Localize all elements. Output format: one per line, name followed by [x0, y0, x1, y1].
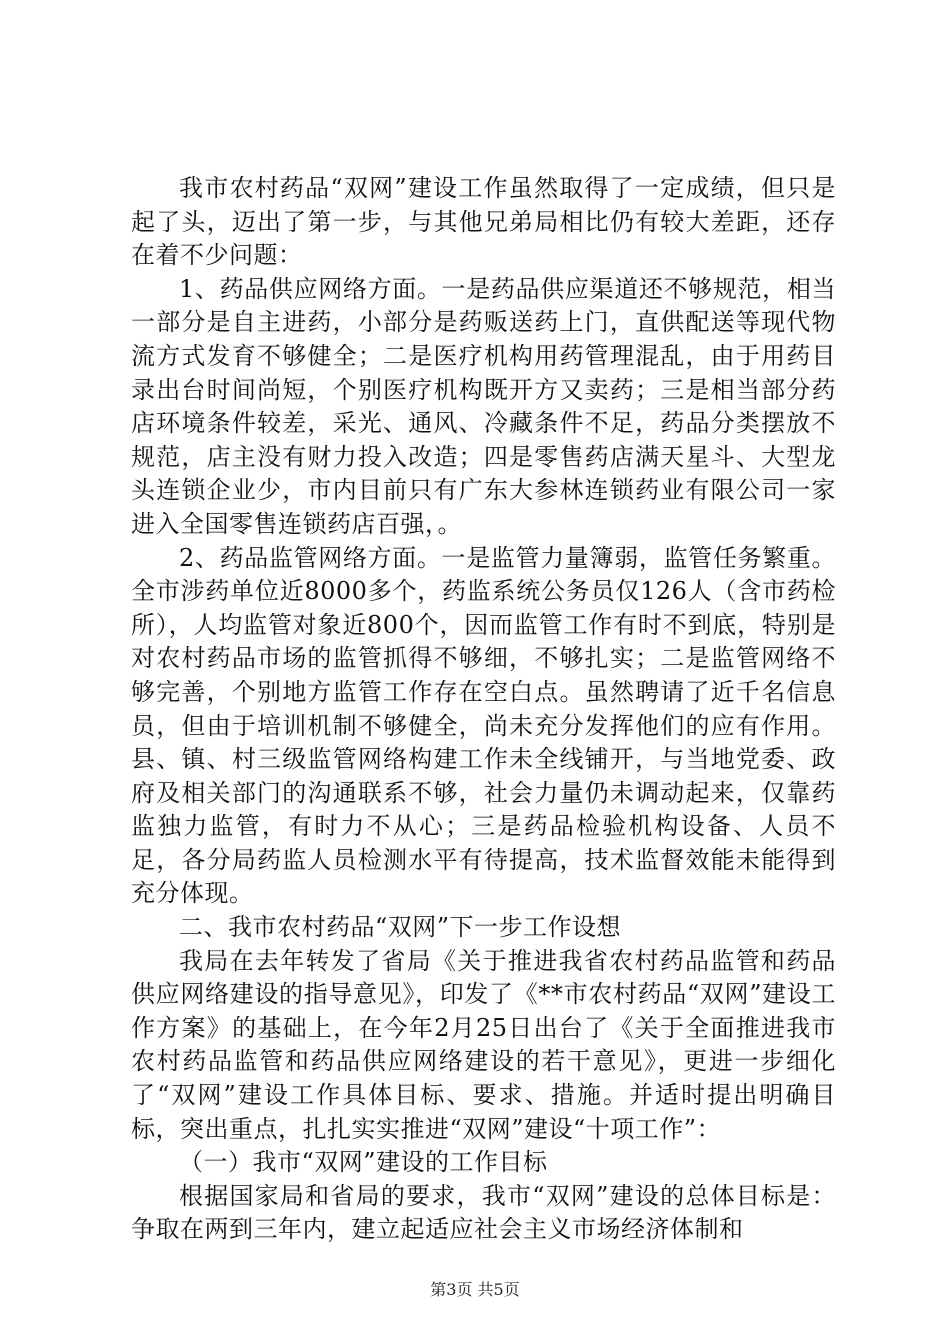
- document-body: [131, 172, 836, 1247]
- paragraph-supervision-network: 2、药品监管网络方面。一是监管力量簿弱，监管任务繁重。全市涉药单位近8000多个，药监系统公务员仅126人（含市药检所），人均监管对象近800个，因而监管工作有时不到底，特别是对农村药品市场的监管抓得不够细，不够扎实；二是监管网络不够完善，个别地方监管工作存在空白点。虽然聘请了近千名信息员，但由于培训机制不够健全，尚未充分发挥他们的应有作用。县、镇、村三级监管网络构建工作未全线铺开，与当地党委、政府及相关部门的沟通联系不够，社会力量仍未调动起来，仅靠药监独力监管，有时力不从心；三是药品检验机构设备、人员不足，各分局药监人员检测水平有待提高，技术监督效能未能得到充分体现。: [131, 543, 836, 908]
- section-heading-next-steps: 二、我市农村药品“双网”下一步工作设想: [179, 913, 622, 942]
- page-footer: 第3页 共5页: [430, 1280, 520, 1299]
- paragraph-intro: 我市农村药品“双网”建设工作虽然取得了一定成绩，但只是起了头，迈出了第一步，与其他兄弟局相比仍有较大差距，还存在着不少问题：: [131, 174, 836, 270]
- subsection-heading-goals: （一）我市“双网”建设的工作目标: [179, 1148, 548, 1177]
- paragraph-bureau-actions: 我局在去年转发了省局《关于推进我省农村药品监管和药品供应网络建设的指导意见》，印发了《**市农村药品“双网”建设工作方案》的基础上，在今年2月25日出台了《关于全面推进我市农村药品监管和药品供应网络建设的若干意见》，更进一步细化了“双网”建设工作具体目标、要求、措施。并适时提出明确目标，突出重点，扎扎实实推进“双网”建设“十项工作”：: [131, 946, 836, 1143]
- paragraph-overall-goal: 根据国家局和省局的要求，我市“双网”建设的总体目标是：争取在两到三年内，建立起适应社会主义市场经济体制和: [131, 1181, 836, 1244]
- paragraph-supply-network: 1、药品供应网络方面。一是药品供应渠道还不够规范，相当一部分是自主进药，小部分是药贩送药上门，直供配送等现代物流方式发育不够健全；二是医疗机构用药管理混乱，由于用药目录出台时间尚短，个别医疗机构既开方又卖药；三是相当部分药店环境条件较差，采光、通风、冷藏条件不足，药品分类摆放不规范，店主没有财力投入改造；四是零售药店满天星斗、大型龙头连锁企业少，市内目前只有广东大参林连锁药业有限公司一家进入全国零售连锁药店百强，。: [131, 274, 836, 538]
